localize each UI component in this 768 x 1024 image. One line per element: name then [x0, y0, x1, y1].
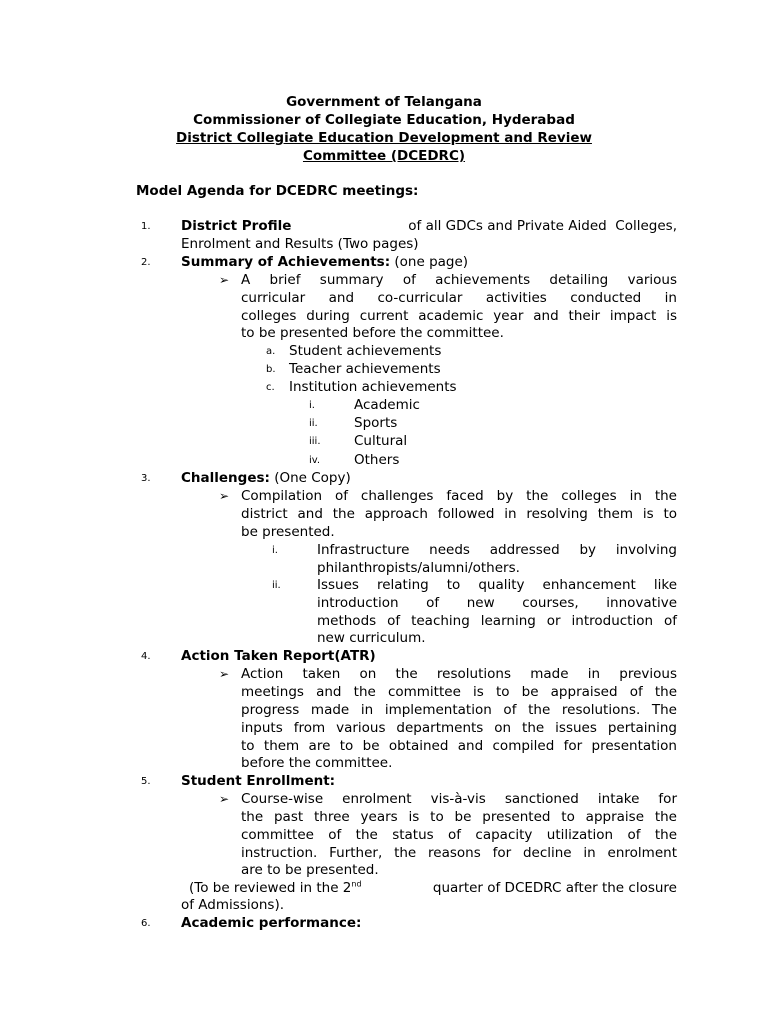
- item-district-profile: [181, 217, 677, 235]
- bullet-line: to be presented before the committee.: [241, 325, 504, 341]
- sub-marker: c.: [266, 382, 275, 393]
- sub-item: Student achievements: [289, 343, 442, 359]
- sub-item-line: introduction of new courses, innovative: [317, 595, 677, 611]
- bullet-line: inputs from various departments on the issues pertaining: [241, 720, 677, 736]
- bullet-line: curricular and co-curricular activities conducted in: [241, 290, 677, 306]
- item-number: 4.: [141, 651, 151, 662]
- item-text: (One Copy): [269, 470, 351, 486]
- review-note-text: quarter of DCEDRC after the closure: [428, 880, 677, 896]
- sub-marker: ii.: [272, 580, 281, 591]
- arrow-bullet-icon: ➢: [219, 489, 230, 503]
- bullet-line: district and the approach followed in resolving them is to: [241, 506, 677, 522]
- arrow-bullet-icon: ➢: [219, 273, 230, 287]
- header-committee-line2: Committee (DCEDRC): [302, 148, 466, 164]
- item-title: Challenges:: [181, 470, 270, 486]
- sub-item-line: Issues relating to quality enhancement like: [317, 577, 677, 593]
- bullet-line: the past three years is to be presented to appraise the: [241, 809, 677, 825]
- review-note: [189, 879, 677, 897]
- item-number: 5.: [141, 776, 151, 787]
- bullet-line: to them are to be obtained and compiled for presentation: [241, 738, 677, 754]
- item-number: 2.: [141, 257, 151, 268]
- subsub-item: Others: [354, 452, 400, 468]
- bullet-line: be presented.: [241, 524, 335, 540]
- item-text: of all GDCs and Private Aided Colleges,: [403, 218, 677, 234]
- sub-marker: b.: [266, 364, 276, 375]
- item-challenges: [181, 469, 351, 487]
- bullet-line: meetings and the committee is to be appraised of the: [241, 684, 677, 700]
- sub-item: Institution achievements: [289, 379, 457, 395]
- item-title: Student Enrollment:: [181, 773, 336, 789]
- sub-item: Teacher achievements: [289, 361, 441, 377]
- subsub-item: Cultural: [354, 433, 408, 449]
- item-text: Enrolment and Results (Two pages): [181, 236, 419, 252]
- subsub-marker: iii.: [309, 436, 321, 447]
- sub-item-line: Infrastructure needs addressed by involving: [317, 542, 677, 558]
- bullet-line: Compilation of challenges faced by the colleges in the: [241, 488, 677, 504]
- item-number: 3.: [141, 473, 151, 484]
- bullet-line: instruction. Further, the reasons for decline in enrolment: [241, 845, 677, 861]
- item-title: Action Taken Report(ATR): [181, 648, 376, 664]
- subsub-item: Academic: [354, 397, 420, 413]
- sub-item-line: philanthropists/alumni/others.: [317, 560, 520, 576]
- sub-item-line: methods of teaching learning or introduction of: [317, 613, 677, 629]
- header-government: Government of Telangana: [286, 94, 482, 110]
- item-number: 1.: [141, 221, 151, 232]
- item-title: Summary of Achievements:: [181, 254, 391, 270]
- subsub-marker: iv.: [309, 455, 321, 466]
- header-committee-line1: District Collegiate Education Development and Review: [176, 130, 592, 146]
- sub-item-line: new curriculum.: [317, 630, 426, 646]
- arrow-bullet-icon: ➢: [219, 667, 230, 681]
- bullet-line: colleges during current academic year and their impact is: [241, 308, 677, 324]
- ordinal-superscript: nd: [351, 879, 362, 889]
- subsub-item: Sports: [354, 415, 398, 431]
- bullet-line: before the committee.: [241, 755, 393, 771]
- item-title: District Profile: [181, 218, 292, 234]
- subsub-marker: i.: [309, 400, 315, 411]
- item-summary-achievements: [181, 253, 468, 271]
- bullet-line: progress made in implementation of the resolutions. The: [241, 702, 677, 718]
- review-note-part1: [189, 879, 362, 897]
- sub-marker: a.: [266, 346, 276, 357]
- item-text: (one page): [390, 254, 469, 270]
- bullet-line: committee of the status of capacity utilization of the: [241, 827, 677, 843]
- review-note-line2: of Admissions).: [181, 897, 284, 913]
- sub-marker: i.: [272, 545, 278, 556]
- arrow-bullet-icon: ➢: [219, 792, 230, 806]
- bullet-line: Course-wise enrolment vis-à-vis sanctioned intake for: [241, 791, 677, 807]
- bullet-line: Action taken on the resolutions made in previous: [241, 666, 677, 682]
- header-commissioner: Commissioner of Collegiate Education, Hyderabad: [193, 112, 575, 128]
- item-number: 6.: [141, 918, 151, 929]
- review-note-text: (To be reviewed in the 2: [189, 880, 352, 896]
- item-title: Academic performance:: [181, 915, 362, 931]
- agenda-title: Model Agenda for DCEDRC meetings:: [136, 183, 419, 199]
- bullet-line: are to be presented.: [241, 862, 379, 878]
- subsub-marker: ii.: [309, 418, 318, 429]
- bullet-line: A brief summary of achievements detailing various: [241, 272, 677, 288]
